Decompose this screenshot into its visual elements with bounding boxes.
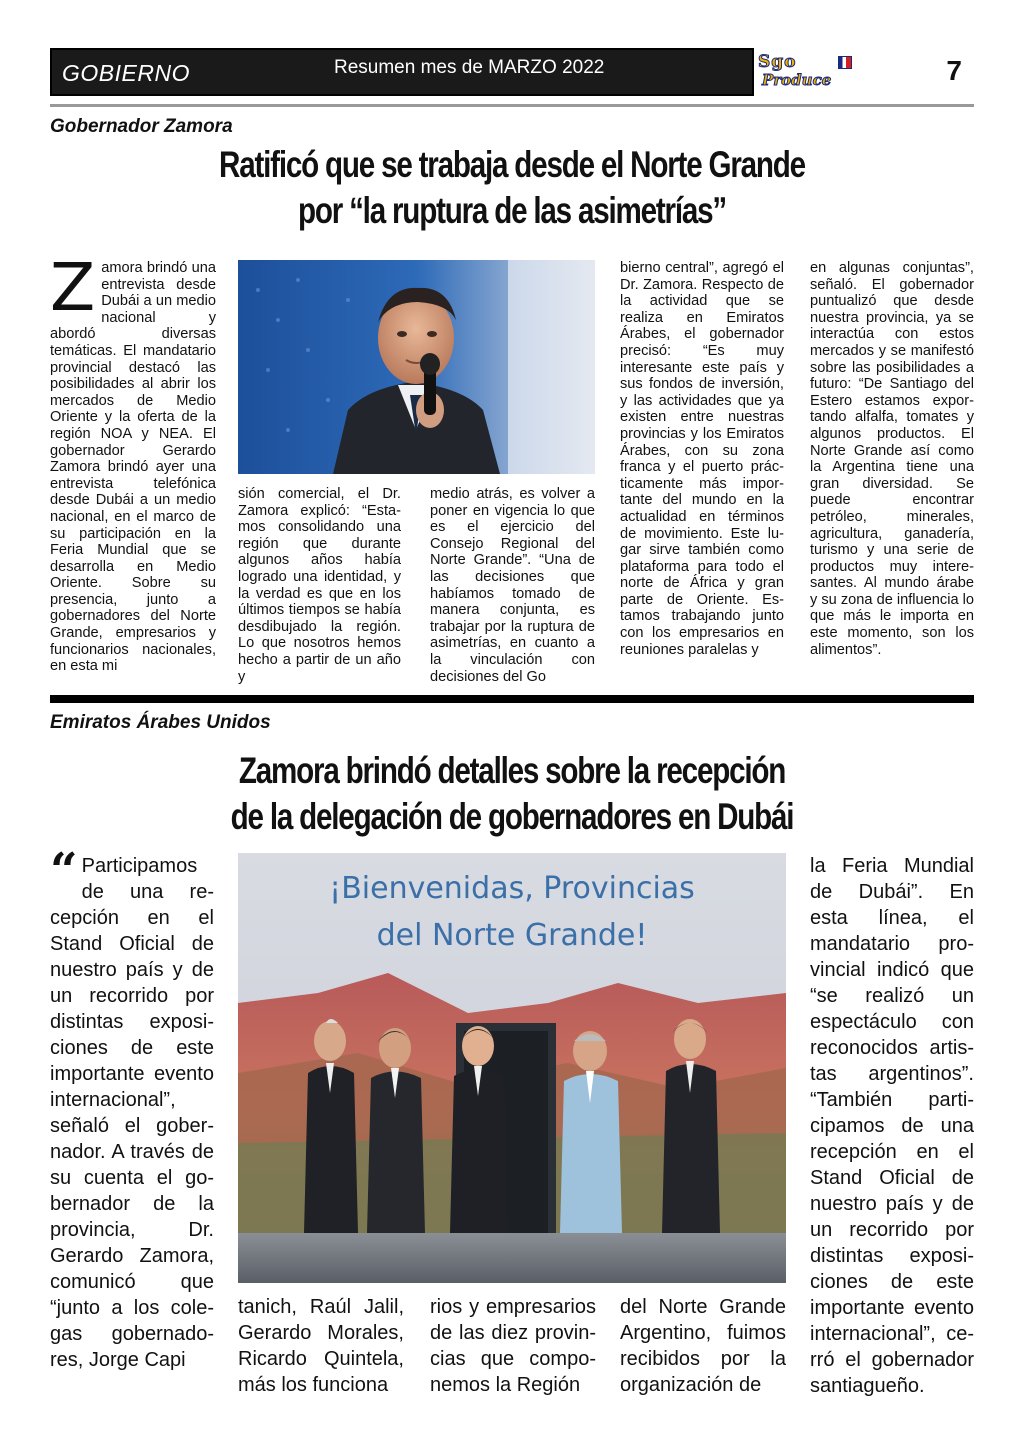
article2-kicker: Emiratos Árabes Unidos	[50, 712, 271, 733]
header-bar	[50, 48, 754, 96]
photo-zamora-microphone	[238, 260, 595, 474]
article1-column-3: medio atrás, es volver a poner en vigencia lo que es el ejercicio del Consejo Regional del Norte Grande”. “Una de las decisiones que habíamos tomado de manera conjunta, es trabajar por la ruptura de asimetrías, en cuanto a la vinculación con decisiones del Go	[430, 486, 595, 685]
page-header	[50, 48, 974, 96]
photo-banner-line2: del Norte Grande!	[376, 918, 648, 953]
article2-column-1	[50, 843, 214, 1443]
article2-column-2: tanich, Raúl Jalil, Gerardo Morales, Ricardo Quintela, más los funciona	[238, 1296, 404, 1396]
photo-governors-dubai	[238, 853, 786, 1283]
photo-banner-line1: ¡Bienvenidas, Provincias	[329, 871, 695, 906]
article-divider	[50, 695, 974, 703]
issue-date: Resumen mes de MARZO 2022	[334, 57, 605, 78]
publication-logo	[758, 52, 908, 92]
section-title: GOBIERNO	[62, 60, 190, 86]
article2-column-5: la Feria Mundial de Dubái”. En esta línea, el mandatario provincial indicó que “se realizó un espectáculo con reconocidos artistas argentinos”. “También participamos de una recepción en el Stand Oficial de nuestro país y de un recorrido por distintas exposiciones de este importante evento internacional”, cerró el gobernador santiagueño.	[810, 855, 974, 1397]
quote-mark: “	[50, 843, 78, 899]
dropcap: Z	[50, 249, 96, 326]
logo-bottom-text: Produce	[762, 71, 832, 89]
article1-column-1	[50, 249, 216, 690]
flag-icon	[838, 56, 852, 69]
header-rule	[50, 104, 974, 107]
article1-column-4: bierno central”, agregó el Dr. Zamora. Respecto de la actividad que se realiza en Emiratos Árabes, el gobernador precisó: “Es muy interesante este país y sus fondos de inversión, y las actividades que ya existen entre nuestras provincias y los Emiratos Árabes, con su zona franca y el puerto prácticamente más importante del mundo en la actualidad en términos de movimiento. Este lugar sirve también como plataforma para todo el norte de África y gran parte de Oriente. Estamos trabajando junto con los empresarios en reuniones paralelas y	[620, 260, 784, 658]
article2-column-4: del Norte Grande Argentino, fuimos recibidos por la organización de	[620, 1296, 786, 1396]
article1-column-5: en algunas conjuntas”, señaló. El gobernador puntualizó que desde nuestra provincia, ya se interactúa con estos mercados y se manifestó sobre las posibilidades a futuro: “De Santiago del Estero estamos exportando alfalfa, tomates y algunos productos. El Norte Grande así como la Argentina tiene una gran diversidad. Se puede encontrar petróleo, minerales, agricultura, ganadería, turismo y una serie de productos muy interesantes. Al mundo árabe y su zona de influencia lo que más le importa en este momento, son los alimentos”.	[810, 260, 974, 658]
article1-col1-text: amora brindó una entrevista desde Dubái a un medio nacional y abordó diversas temáticas. El mandatario provincial destacó las posibilidades al abrir los mercados de Medio Oriente y la oferta de la región NOA y NEA. El gobernador Gerardo Zamora brindó ayer una entrevista telefónica desde Dubái a un medio nacional, en el marco de su participación en la Feria Mundial que se desarrolla en Medio Oriente. Sobre su presencia, junto a gobernadores del Norte Grande, empresarios y funcionarios nacionales, en esta mi	[50, 260, 216, 675]
article2-headline-line2: de la delegación de gobernadores en Dubái	[230, 796, 794, 837]
page-number: 7	[946, 55, 962, 86]
article1-headline-line1: Ratificó que se trabaja desde el Norte Grande	[219, 144, 805, 185]
article1-column-2: sión comercial, el Dr. Zamora explicó: “Estamos consolidando una región que durante algunos años había logrado una identidad, y la verdad es que en los últimos tiempos se había desdibujado la región. Lo que nosotros hemos hecho a partir de un año y	[238, 486, 401, 685]
article1-headline	[142, 142, 881, 234]
logo-top-text: Sgo	[758, 52, 797, 72]
article2-headline	[142, 748, 881, 840]
article2-col1-text: Participamos de una recepción en el Stand Oficial de nuestro país y de un recorrido por distintas exposiciones de este importante evento internacional”, señaló el gobernador. A través de su cuenta el gobernador de la provincia, Dr. Gerardo Zamora, comunicó que “junto a los colegas gobernadores, Jorge Capi	[50, 855, 214, 1371]
article2-column-3: rios y empresarios de las diez provincias que componemos la Región	[430, 1296, 596, 1396]
article1-kicker: Gobernador Zamora	[50, 116, 233, 137]
article2-headline-line1: Zamora brindó detalles sobre la recepción	[238, 750, 786, 791]
article1-headline-line2: por “la ruptura de las asimetrías”	[297, 190, 727, 231]
